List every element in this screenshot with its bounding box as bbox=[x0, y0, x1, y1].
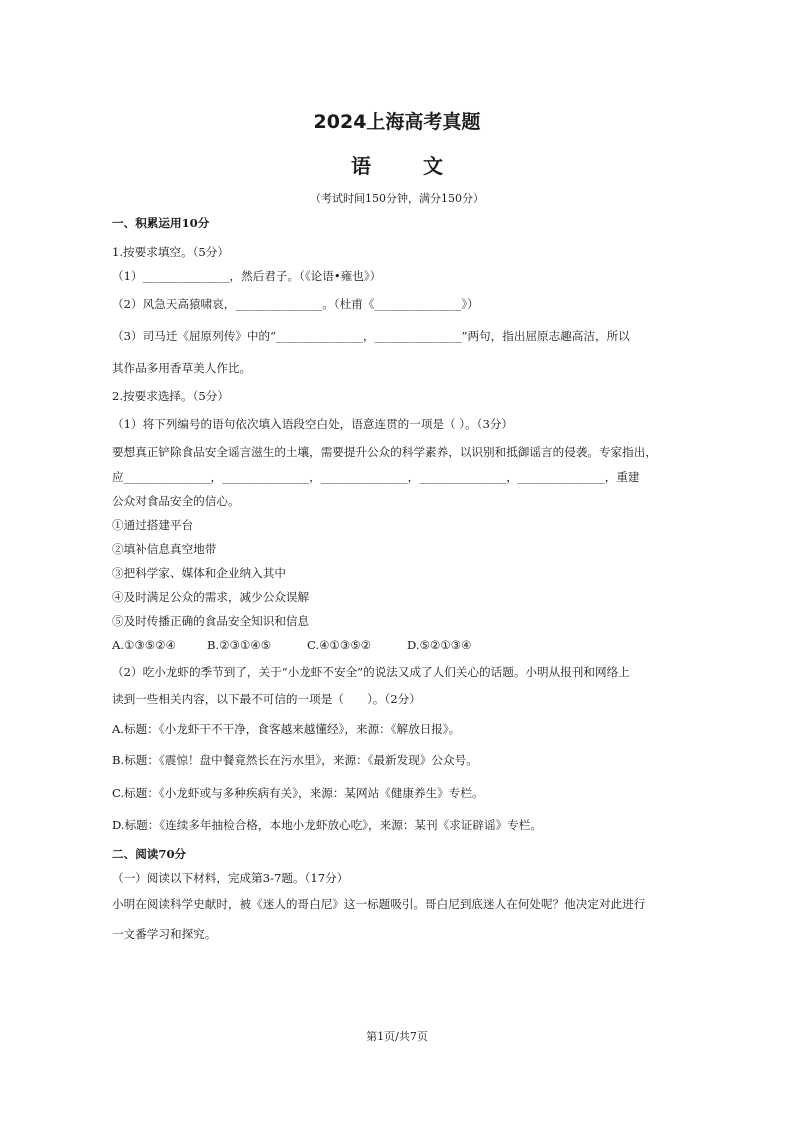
option-d: D.⑤②①③④ bbox=[407, 638, 472, 652]
q1-part1: （1）_______________，然后君子。（《论语•雍也》） bbox=[112, 269, 382, 283]
q2-choice-b: B.标题：《震惊！盘中餐竟然长在污水里》，来源：《最新发现》公众号。 bbox=[112, 753, 478, 767]
section2-heading: 二、阅读70分 bbox=[112, 847, 187, 861]
q2-item-2: ②填补信息真空地带 bbox=[112, 542, 217, 556]
page-number: 第1页/共7页 bbox=[366, 1030, 428, 1043]
q2-stem: 2.按要求选择。（5分） bbox=[112, 389, 229, 403]
q2-item-5: ⑤及时传播正确的食品安全知识和信息 bbox=[112, 614, 310, 628]
q1-part3-line2: 其作品多用香草美人作比。 bbox=[112, 361, 252, 375]
q2-choice-d: D.标题：《连续多年抽检合格，本地小龙虾放心吃》，来源：某刊《求证辟谣》专栏。 bbox=[112, 818, 542, 832]
q2-passage-line3: 公众对食品安全的信心。 bbox=[112, 494, 240, 508]
q2-sub2-line1: （2）吃小龙虾的季节到了，关于“小龙虾不安全”的说法又成了人们关心的话题。小明从报刊和网络上 bbox=[112, 665, 630, 679]
q2-sub1: （1）将下列编号的语句依次填入语段空白处，语意连贯的一项是（ ）。（3分） bbox=[112, 417, 514, 431]
exam-title: 2024上海高考真题 bbox=[313, 111, 481, 133]
q2-choice-a: A.标题：《小龙虾干不干净，食客越来越懂经》，来源：《解放日报》。 bbox=[112, 722, 461, 736]
q2-options bbox=[112, 637, 692, 653]
q1-stem: 1.按要求填空。（5分） bbox=[112, 245, 229, 259]
option-a: A.①③⑤②④ bbox=[112, 638, 177, 652]
q2-choice-c: C.标题：《小龙虾或与多种疾病有关》，来源：某网站《健康养生》专栏。 bbox=[112, 786, 484, 800]
subject-title: 语文 bbox=[351, 154, 495, 178]
section1-heading: 一、积累运用10分 bbox=[112, 216, 210, 230]
section2-intro-line1: 小明在阅读科学史献时，被《迷人的哥白尼》这一标题吸引。哥白尼到底迷人在何处呢？他决定对此进行 bbox=[112, 897, 646, 911]
q2-item-4: ④及时满足公众的需求，减少公众误解 bbox=[112, 590, 310, 604]
exam-info: （考试时间150分钟，满分150分） bbox=[310, 192, 484, 205]
q1-part3-line1: （3）司马迁《屈原列传》中的“_______________，_______________”两句，指出屈原志趣高洁，所以 bbox=[112, 329, 630, 343]
q2-item-3: ③把科学家、媒体和企业纳入其中 bbox=[112, 566, 286, 580]
q2-item-1: ①通过搭建平台 bbox=[112, 518, 194, 532]
q2-sub2-line2: 读到一些相关内容，以下最不可信的一项是（ ）。（2分） bbox=[112, 692, 421, 706]
q1-part2: （2）风急天高猿啸哀，_______________。（杜甫《_______________》） bbox=[112, 297, 479, 311]
section2-intro-line2: 一文番学习和探究。 bbox=[112, 927, 217, 941]
q2-passage-line1: 要想真正铲除食品安全谣言滋生的土壤，需要提升公众的科学素养，以识别和抵御谣言的侵袭。专家指出， bbox=[112, 445, 657, 459]
option-c: C.④①③⑤② bbox=[307, 638, 372, 652]
option-b: B.②③①④⑤ bbox=[207, 638, 272, 652]
q2-passage-line2: 应_______________，_______________，_______________，_______________，_______________，重建 bbox=[112, 470, 640, 484]
section2-part1: （一）阅读以下材料，完成第3-7题。（17分） bbox=[112, 871, 349, 885]
